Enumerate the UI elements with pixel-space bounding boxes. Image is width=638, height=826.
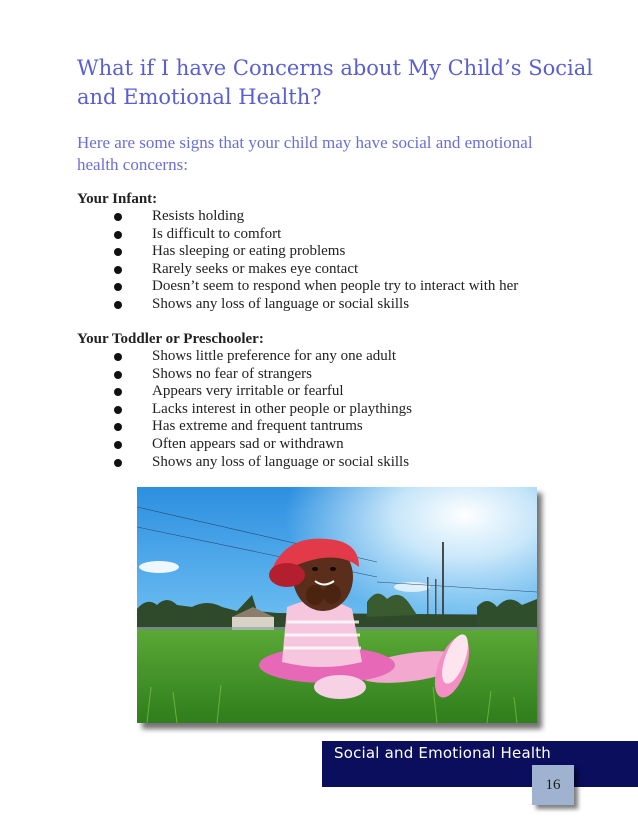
bullet-icon [114,353,122,361]
bullet-icon [114,371,122,379]
page-number: 16 [532,765,574,805]
list-item: Doesn’t seem to respond when people try to interact with her [77,278,518,296]
bullet-icon [114,459,122,467]
bullet-icon [114,213,122,221]
infant-list [77,208,518,314]
list-item: Shows any loss of language or social skills [77,296,518,314]
list-item: Lacks interest in other people or playthings [77,401,412,419]
list-item: Is difficult to comfort [77,226,518,244]
bullet-icon [114,406,122,414]
bullet-icon [114,248,122,256]
list-item: Shows no fear of strangers [77,366,412,384]
list-item: Has sleeping or eating problems [77,243,518,261]
bullet-icon [114,441,122,449]
list-item: Often appears sad or withdrawn [77,436,412,454]
list-item: Appears very irritable or fearful [77,383,412,401]
bullet-icon [114,283,122,291]
infant-section [77,190,518,314]
toddler-list [77,348,412,471]
bullet-icon [114,266,122,274]
bullet-icon [114,301,122,309]
list-item: Has extreme and frequent tantrums [77,418,412,436]
page-title: What if I have Concerns about My Child’s Social and Emotional Health? [77,56,593,109]
toddler-section [77,330,412,471]
list-item: Shows any loss of language or social skills [77,454,412,472]
list-item: Shows little preference for any one adult [77,348,412,366]
bullet-icon [114,231,122,239]
bullet-icon [114,423,122,431]
bullet-icon [114,388,122,396]
list-item: Resists holding [77,208,518,226]
footer-section-title: Social and Emotional Health [334,744,552,762]
toddler-heading: Your Toddler or Preschooler: [77,331,264,347]
list-item: Rarely seeks or makes eye contact [77,261,518,279]
intro-text: Here are some signs that your child may have social and emotional health concerns: [77,133,533,174]
child-photo [137,487,537,723]
infant-heading: Your Infant: [77,191,158,207]
